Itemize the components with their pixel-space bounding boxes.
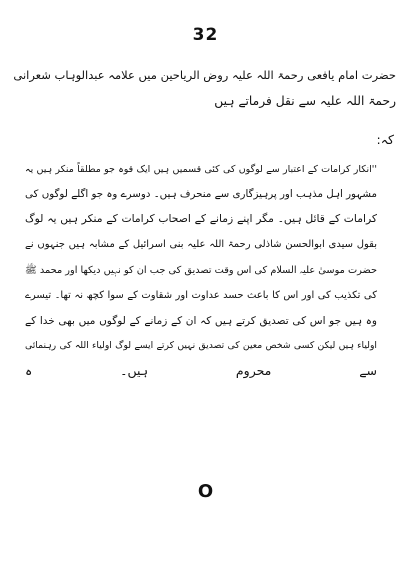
quote-line: ''انکار کرامات کے اعتبار سے لوگوں کی کئی قسمیں ہیں ایک قوہ جو مطلقاً منکر ہیں یہ — [25, 164, 377, 175]
intro-line: کہ: — [376, 132, 394, 147]
intro-line: رحمۃ اللہ علیہ سے نقل فرماتے ہیں — [214, 94, 396, 108]
quote-line: اولیاء ہیں لیکن کسی شخص معین کی تصدیق نہیں کرتے ایسے لوگ اولیاء اللہ کی رہنمائی — [25, 340, 377, 351]
page-number: 32 — [192, 25, 219, 45]
quote-line: وہ ہیں جو اس کی تصدیق کرتے ہیں کہ ان کے زمانے کے لوگوں میں بھی خدا کے — [25, 315, 377, 327]
quote-line: کی تکذیب کی اور اس کا باعث حسد عداوت اور شقاوت کے سوا کچھ نہ تھا۔ تیسرے — [25, 290, 377, 301]
section-end-ornament: O — [197, 481, 214, 502]
intro-line: حضرت امام یافعی رحمۃ اللہ علیہ روض الریاحین میں علامہ عبدالوہاب شعرانی — [13, 68, 396, 82]
quote-line: سے محروم ہیں۔ ہ — [25, 363, 377, 378]
quote-line: بقول سیدی ابوالحسن شاذلی رحمۃ اللہ علیہ بنی اسرائیل کے مشابہ ہیں جنہوں نے — [25, 239, 377, 250]
quote-line: مشہور اہل مذہب اور پرہیزگاری سے منحرف ہیں۔ دوسرے وہ جو اگلے لوگوں کی — [25, 188, 377, 200]
quote-line: کرامات کے قائل ہیں۔ مگر اپنے زمانے کے اصحاب کرامات کے منکر ہیں یہ لوگ — [25, 212, 377, 225]
quote-line: حضرت موسیٰ علیہ السلام کی اس وقت تصدیق کی جب ان کو نہیں دیکھا اور محمد ﷺ — [25, 265, 377, 276]
